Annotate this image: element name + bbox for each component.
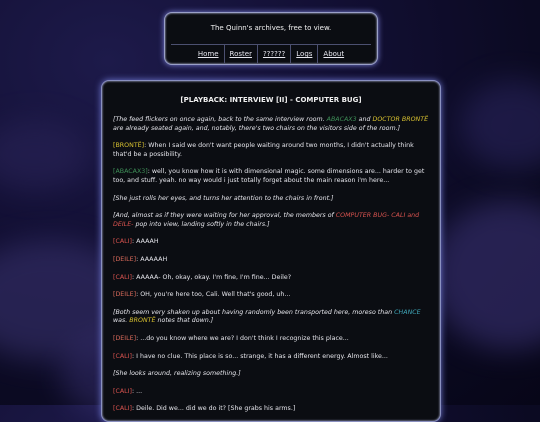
transcript-text: : I have no clue. This place is so... strange, it has a different energy. Almost like...	[131, 352, 388, 360]
transcript-title: [PLAYBACK: INTERVIEW [II] - COMPUTER BUG]	[180, 96, 362, 104]
transcript-line	[113, 238, 429, 247]
transcript-text: [And, almost as if they were waiting for her approval, the members of	[113, 212, 336, 220]
speaker-name: [ABACAX3]	[113, 168, 148, 176]
transcript-line	[113, 370, 429, 379]
transcript-text: [The feed flickers on once again, back to the same interview room.	[113, 116, 327, 123]
speaker-name: ABACAX3	[326, 116, 357, 123]
transcript-text: [Both seem very shaken up about having randomly been transported here, moreso than	[113, 308, 395, 316]
transcript-line	[113, 195, 429, 204]
transcript-text: : OH, you're here too, Cali. Well that's good, uh...	[136, 291, 291, 299]
speaker-name: [CALI]	[113, 238, 132, 246]
transcript-text: : well, you know how it is with dimensional magic. some dimensions are... harder to get too, and stuff. yeah. no way would i just totally forget about the main reason i'm here...	[113, 168, 425, 184]
transcript-line	[113, 256, 429, 265]
transcript-text: : ...do you know where we are? I don't think I recognize this place...	[136, 334, 349, 342]
nav-link-hidden[interactable]: ??????	[257, 45, 290, 63]
speaker-name: COMPUTER BUG- CALI and DEILE-	[113, 212, 420, 228]
transcript-line	[113, 309, 429, 326]
site-title: The Quinn's archives, free to view.	[210, 24, 332, 32]
transcript-text: : AAAAA- Oh, okay, okay. I'm fine, I'm fine... Deile?	[131, 273, 292, 281]
speaker-name: [CALI]	[113, 387, 132, 395]
transcript-text: : AAAAAH	[136, 255, 168, 263]
transcript-text: and	[356, 116, 373, 123]
transcript-text: notes that down.]	[155, 317, 214, 325]
speaker-name: [CALI]	[113, 405, 132, 413]
transcript-text: pop into view, landing softly in the chairs.]	[133, 220, 270, 228]
transcript-text: : Deile. Did we... did we do it? [She grabs his arms.]	[131, 405, 296, 413]
speaker-name: [DEILE]	[113, 334, 137, 342]
transcript-line	[113, 353, 429, 362]
site-header	[164, 12, 378, 65]
transcript-text: : When I said we don't want people waiting around two months, I didn't actually think that'd be a possibility.	[113, 142, 414, 158]
transcript-text: [She looks around, realizing something.]	[113, 370, 241, 378]
transcript-panel	[101, 80, 441, 422]
nav-link-home[interactable]: Home	[197, 50, 219, 58]
transcript-line	[113, 274, 429, 283]
background-cloud	[0, 120, 90, 190]
background-cloud	[460, 80, 540, 170]
speaker-name: BRONTË	[129, 317, 156, 325]
main-nav	[171, 44, 371, 63]
transcript-line	[113, 388, 429, 397]
speaker-name: CHANCE	[394, 308, 421, 316]
speaker-name: [BRONTË]	[113, 142, 145, 150]
nav-link-roster[interactable]: Roster	[224, 45, 257, 63]
background-cloud	[430, 200, 540, 350]
speaker-name: [CALI]	[113, 273, 132, 281]
transcript-text: : ...	[131, 387, 143, 395]
transcript-line	[113, 168, 429, 185]
transcript-line	[113, 291, 429, 300]
speaker-name: DOCTOR BRONTË	[372, 116, 429, 123]
speaker-name: [DEILE]	[113, 291, 137, 299]
transcript-line	[113, 335, 429, 344]
transcript-line	[113, 116, 429, 133]
transcript-text: are already seated again, and, notably, there's two chairs on the visitors side of the room.]	[113, 124, 401, 132]
transcript-text: was.	[113, 317, 130, 325]
transcript-text: [She just rolls her eyes, and turns her attention to the chairs in front.]	[113, 194, 334, 202]
speaker-name: [DEILE]	[113, 255, 137, 263]
transcript-line	[113, 405, 429, 414]
nav-link-logs[interactable]: Logs	[290, 45, 317, 63]
nav-link-about[interactable]: About	[317, 45, 349, 63]
transcript-line	[113, 212, 429, 229]
transcript-text: : AAAAH	[131, 238, 159, 246]
transcript-line	[113, 142, 429, 159]
speaker-name: [CALI]	[113, 352, 132, 360]
transcript-body	[102, 104, 440, 414]
